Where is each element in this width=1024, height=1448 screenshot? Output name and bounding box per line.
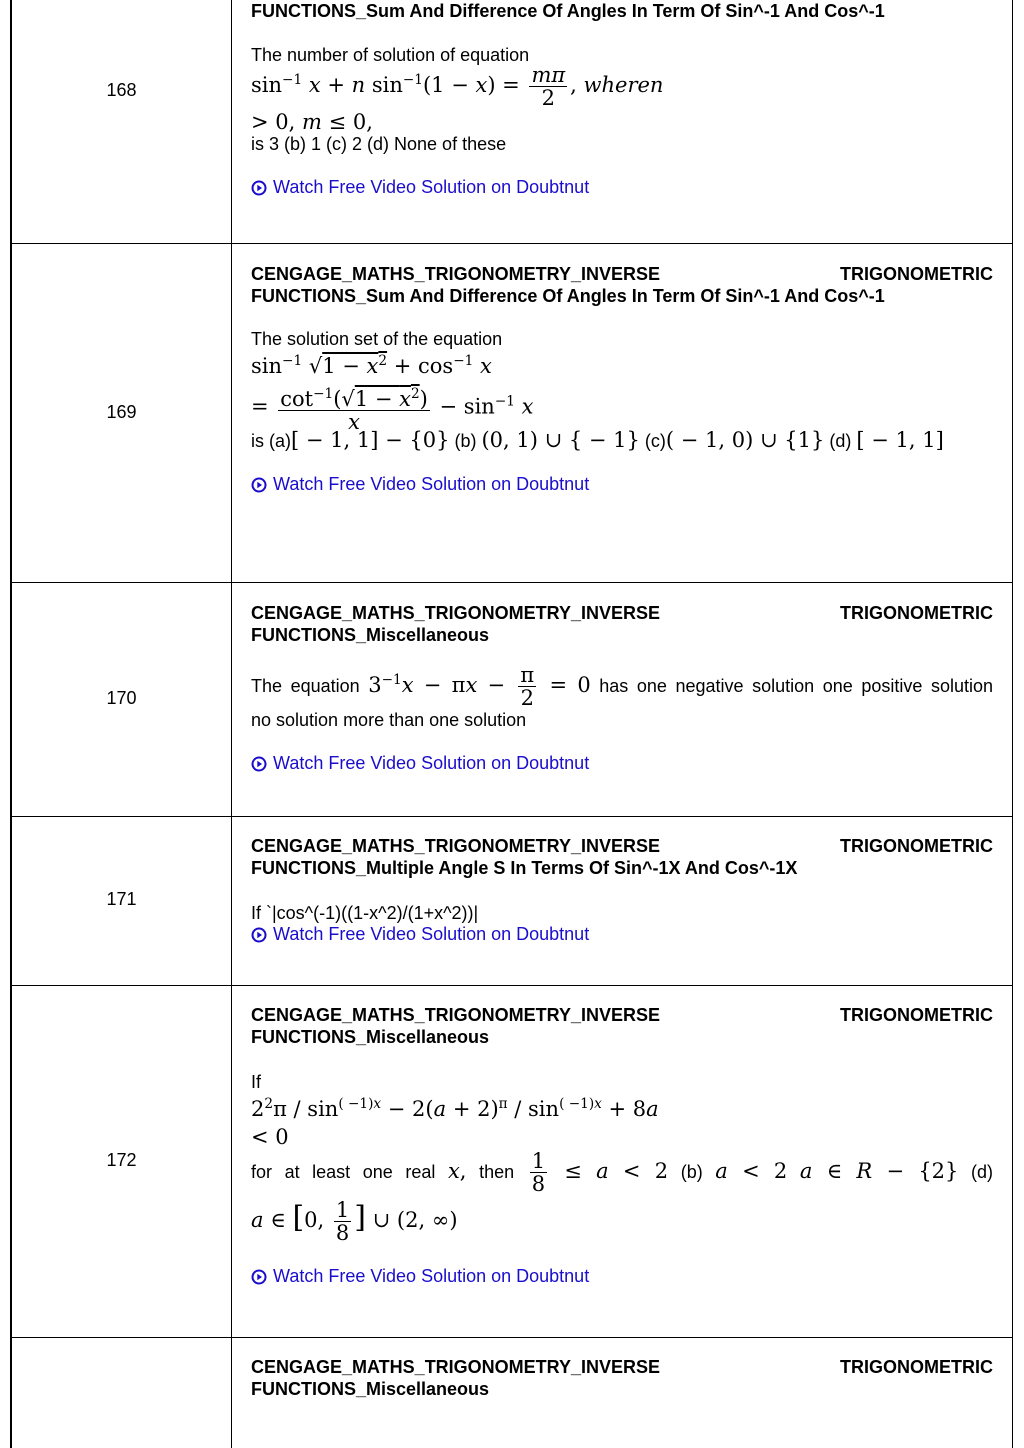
question-cell-169	[251, 263, 993, 495]
play-circle-icon	[251, 477, 267, 493]
video-solution-label: Watch Free Video Solution on Doubtnut	[273, 753, 590, 773]
play-circle-icon	[251, 756, 267, 772]
question-intro: The number of solution of equation	[251, 45, 530, 65]
topic-header	[251, 263, 993, 307]
question-cell-168	[251, 0, 993, 198]
question-cell-171	[251, 835, 993, 945]
equation: $\sin^{-1} x + n$ $\sin^{-1}(1 - x)$ = $\frac{m\pi}{2}$ , wheren	[251, 63, 664, 110]
play-circle-icon	[251, 180, 267, 196]
question-text	[251, 44, 993, 155]
row-divider	[10, 582, 1013, 583]
question-suffix: has one negative solution one positive solution	[599, 676, 993, 696]
topic-header	[251, 1004, 993, 1048]
topic-header-left: CENGAGE_MATHS_TRIGONOMETRY_INVERSE	[251, 264, 661, 284]
row-divider	[10, 816, 1013, 817]
play-circle-icon	[251, 1269, 267, 1285]
question-cell-170	[251, 602, 993, 774]
column-divider	[231, 0, 232, 1448]
question-prefix: The equation	[251, 676, 360, 696]
topic-header-line2: FUNCTIONS_Miscellaneous	[251, 1379, 490, 1399]
video-solution-label: Watch Free Video Solution on Doubtnut	[273, 177, 590, 197]
inequality-rhs: < 0	[251, 1125, 289, 1149]
topic-header-line2: FUNCTIONS_Multiple Angle S In Terms Of Sin^-1X And Cos^-1X	[251, 858, 798, 878]
question-for: for at least one real	[251, 1162, 436, 1182]
video-solution-link[interactable]	[251, 753, 993, 774]
question-text: If `|cos^(-1)((1-x^2)/(1+x^2))|	[251, 903, 479, 923]
topic-header-left: CENGAGE_MATHS_TRIGONOMETRY_INVERSE	[251, 1005, 661, 1025]
equation-lhs: $\sin^{-1} √1 - x^2 + \cos^{-1} x$	[251, 353, 492, 378]
question-number: 171	[106, 889, 137, 909]
option-d-label: (d)	[970, 1162, 993, 1182]
video-solution-label: Watch Free Video Solution on Doubtnut	[273, 1266, 590, 1286]
video-solution-label: Watch Free Video Solution on Doubtnut	[273, 924, 590, 944]
question-cell-172	[251, 1004, 993, 1287]
topic-header: FUNCTIONS_Sum And Difference Of Angles In Term Of Sin^-1 And Cos^-1	[251, 1, 885, 21]
play-circle-icon	[251, 927, 267, 943]
answer-options: is 3 (b) 1 (c) 2 (d) None of these	[251, 134, 507, 154]
question-number: 172	[106, 1150, 137, 1170]
topic-header-left: CENGAGE_MATHS_TRIGONOMETRY_INVERSE	[251, 836, 661, 856]
row-divider	[10, 1337, 1013, 1338]
topic-header-left: CENGAGE_MATHS_TRIGONOMETRY_INVERSE	[251, 1357, 661, 1377]
video-solution-link[interactable]	[251, 474, 993, 495]
topic-header-right: TRIGONOMETRIC	[840, 1005, 993, 1025]
question-text	[251, 664, 993, 731]
topic-header-line2: FUNCTIONS_Sum And Difference Of Angles In Term Of Sin^-1 And Cos^-1	[251, 286, 885, 306]
question-intro: The solution set of the equation	[251, 329, 503, 349]
row-divider	[10, 985, 1013, 986]
topic-header-left: CENGAGE_MATHS_TRIGONOMETRY_INVERSE	[251, 603, 661, 623]
video-solution-label: Watch Free Video Solution on Doubtnut	[273, 474, 590, 494]
row-divider	[10, 243, 1013, 244]
topic-header-right: TRIGONOMETRIC	[840, 836, 993, 856]
video-solution-link[interactable]	[251, 924, 993, 945]
option-b-label: (b)	[454, 431, 477, 451]
question-number: 169	[106, 402, 137, 422]
question-text	[251, 1071, 993, 1244]
question-line-2: no solution more than one solution	[251, 710, 527, 730]
video-solution-link[interactable]	[251, 177, 993, 198]
topic-header-right: TRIGONOMETRIC	[840, 1357, 993, 1377]
question-then: then	[479, 1162, 515, 1182]
option-d-label: (d)	[829, 431, 852, 451]
answer-options: is (a)[ − 1, 1] − {0} (b) (0, 1) ∪ { − 1} (c)( − 1, 0) ∪ {1} (d) [ − 1, 1]	[251, 428, 944, 452]
topic-header	[251, 602, 993, 646]
video-solution-link[interactable]	[251, 1266, 993, 1287]
topic-header-line2: FUNCTIONS_Miscellaneous	[251, 625, 490, 645]
option-a-label: is (a)	[251, 431, 291, 451]
question-if: If	[251, 1072, 262, 1092]
equation-rhs: = $\frac{\cot^{-1}(√1 - x^2)}{x}$ − $\sin^{-1} x$	[251, 383, 993, 433]
question-text	[251, 328, 993, 452]
option-c-label: (c)	[644, 431, 666, 451]
question-line-1: The equation $3^{-1}x - \pi x$ − $\frac{\pi}{2}$ = 0 has one negative solution one positive solution	[251, 663, 993, 710]
topic-header-right: TRIGONOMETRIC	[840, 603, 993, 623]
question-number: 168	[106, 80, 137, 100]
option-b-label: (b)	[680, 1162, 703, 1182]
question-number: 170	[106, 688, 137, 708]
question-cell-173	[251, 1356, 993, 1400]
equation-condition: > 0, m ≤ 0,	[251, 110, 373, 134]
inequality: $2^2\pi / \sin^{( -1)x} - 2(a + 2)^\pi / \sin^{( -1)x} + 8a$	[251, 1096, 659, 1121]
topic-header-right: TRIGONOMETRIC	[840, 264, 993, 284]
answer-options-line1: for at least one real x, then $\frac{1}{8}$ ≤ a < 2 (b) a < 2 a ∈ R − {2} (d)	[251, 1149, 993, 1196]
topic-header-line2: FUNCTIONS_Miscellaneous	[251, 1027, 490, 1047]
topic-header	[251, 1356, 993, 1400]
answer-option-d: a ∈ [0, $\frac{1}{8}$ ] ∪ (2, ∞)	[251, 1198, 458, 1245]
topic-header	[251, 835, 993, 879]
